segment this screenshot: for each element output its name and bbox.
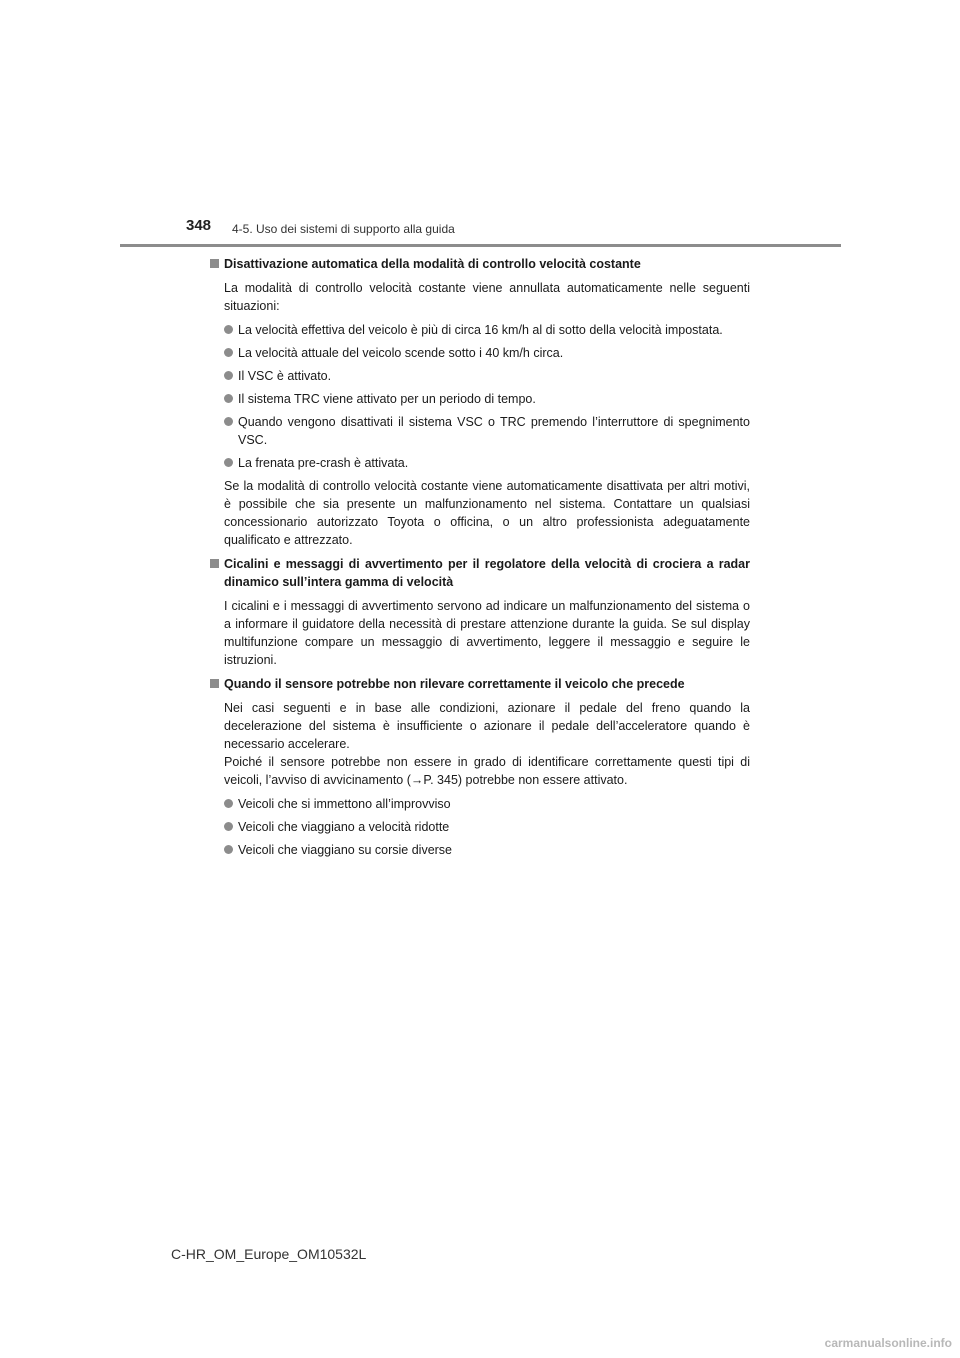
paragraph — [210, 279, 750, 315]
section-heading — [210, 255, 750, 273]
square-bullet-icon — [210, 679, 219, 688]
circle-bullet-icon — [224, 417, 233, 426]
heading-text: Cicalini e messaggi di avvertimento per il regolatore della velocità di crociera a radar dinamico sull’intera gamma di velocità — [224, 557, 750, 589]
circle-bullet-icon — [224, 371, 233, 380]
circle-bullet-icon — [224, 458, 233, 467]
page-number: 348 — [186, 217, 212, 234]
list-item — [210, 818, 750, 836]
list-item — [210, 413, 750, 449]
circle-bullet-icon — [224, 799, 233, 808]
list-item-text: La velocità attuale del veicolo scende sotto i 40 km/h circa. — [238, 346, 564, 360]
list-item — [210, 841, 750, 859]
heading-text: Disattivazione automatica della modalità di controllo velocità costante — [224, 257, 641, 271]
circle-bullet-icon — [224, 822, 233, 831]
list-item — [210, 795, 750, 813]
circle-bullet-icon — [224, 325, 233, 334]
circle-bullet-icon — [224, 845, 233, 854]
section-heading — [210, 675, 750, 693]
paragraph-text: Se la modalità di controllo velocità costante viene automaticamente disattivata per altri motivi, è possibile che sia presente un malfunzionamento nel sistema. Contattare un qualsiasi concessionario autorizzato Toyota o officina, o un altro professionista adeguatamente qualificato e attrezzato. — [224, 479, 750, 547]
list-item-text: Il sistema TRC viene attivato per un periodo di tempo. — [238, 392, 536, 406]
square-bullet-icon — [210, 259, 219, 268]
list-item-text: Veicoli che viaggiano a velocità ridotte — [238, 820, 450, 834]
list-item — [210, 321, 750, 339]
paragraph-text: Poiché il sensore potrebbe non essere in grado di identificare correttamente questi tipi di veicoli, l’avviso di avvicinamento (→P. 345) potrebbe non essere attivato. — [224, 755, 750, 787]
document-id: C-HR_OM_Europe_OM10532L — [171, 1246, 367, 1262]
list-item-text: Quando vengono disattivati il sistema VSC o TRC premendo l’interruttore di spegnimento VSC. — [238, 415, 750, 447]
paragraph — [210, 699, 750, 789]
paragraph-text: I cicalini e i messaggi di avvertimento servono ad indicare un malfunzionamento del sistema o a informare il guidatore della necessità di prestare attenzione durante la guida. Se sul display multifunzione compare un messaggio di avvertimento, leggere il messaggio e seguire le istruzioni. — [224, 599, 750, 667]
section-heading — [210, 555, 750, 591]
section-title: 4-5. Uso dei sistemi di supporto alla guida — [232, 222, 455, 236]
list-item — [210, 367, 750, 385]
circle-bullet-icon — [224, 348, 233, 357]
list-item — [210, 454, 750, 472]
list-item-text: Veicoli che viaggiano su corsie diverse — [238, 843, 453, 857]
list-item-text: La velocità effettiva del veicolo è più di circa 16 km/h al di sotto della velocità impostata. — [238, 323, 723, 337]
heading-text: Quando il sensore potrebbe non rilevare correttamente il veicolo che precede — [224, 677, 685, 691]
list-item-text: Il VSC è attivato. — [238, 369, 332, 383]
paragraph-text: La modalità di controllo velocità costante viene annullata automaticamente nelle seguenti situazioni: — [224, 281, 750, 313]
circle-bullet-icon — [224, 394, 233, 403]
square-bullet-icon — [210, 559, 219, 568]
header-divider — [120, 244, 841, 247]
paragraph — [210, 597, 750, 669]
list-item-text: La frenata pre-crash è attivata. — [238, 456, 409, 470]
list-item-text: Veicoli che si immettono all’improvviso — [238, 797, 451, 811]
list-item — [210, 390, 750, 408]
page-content — [210, 255, 750, 864]
list-item — [210, 344, 750, 362]
paragraph-text: Nei casi seguenti e in base alle condizioni, azionare il pedale del freno quando la decelerazione del sistema è insufficiente o azionare il pedale dell’acceleratore quando è necessario accelerare. — [224, 701, 750, 751]
watermark: carmanualsonline.info — [824, 1336, 952, 1350]
paragraph — [210, 477, 750, 549]
